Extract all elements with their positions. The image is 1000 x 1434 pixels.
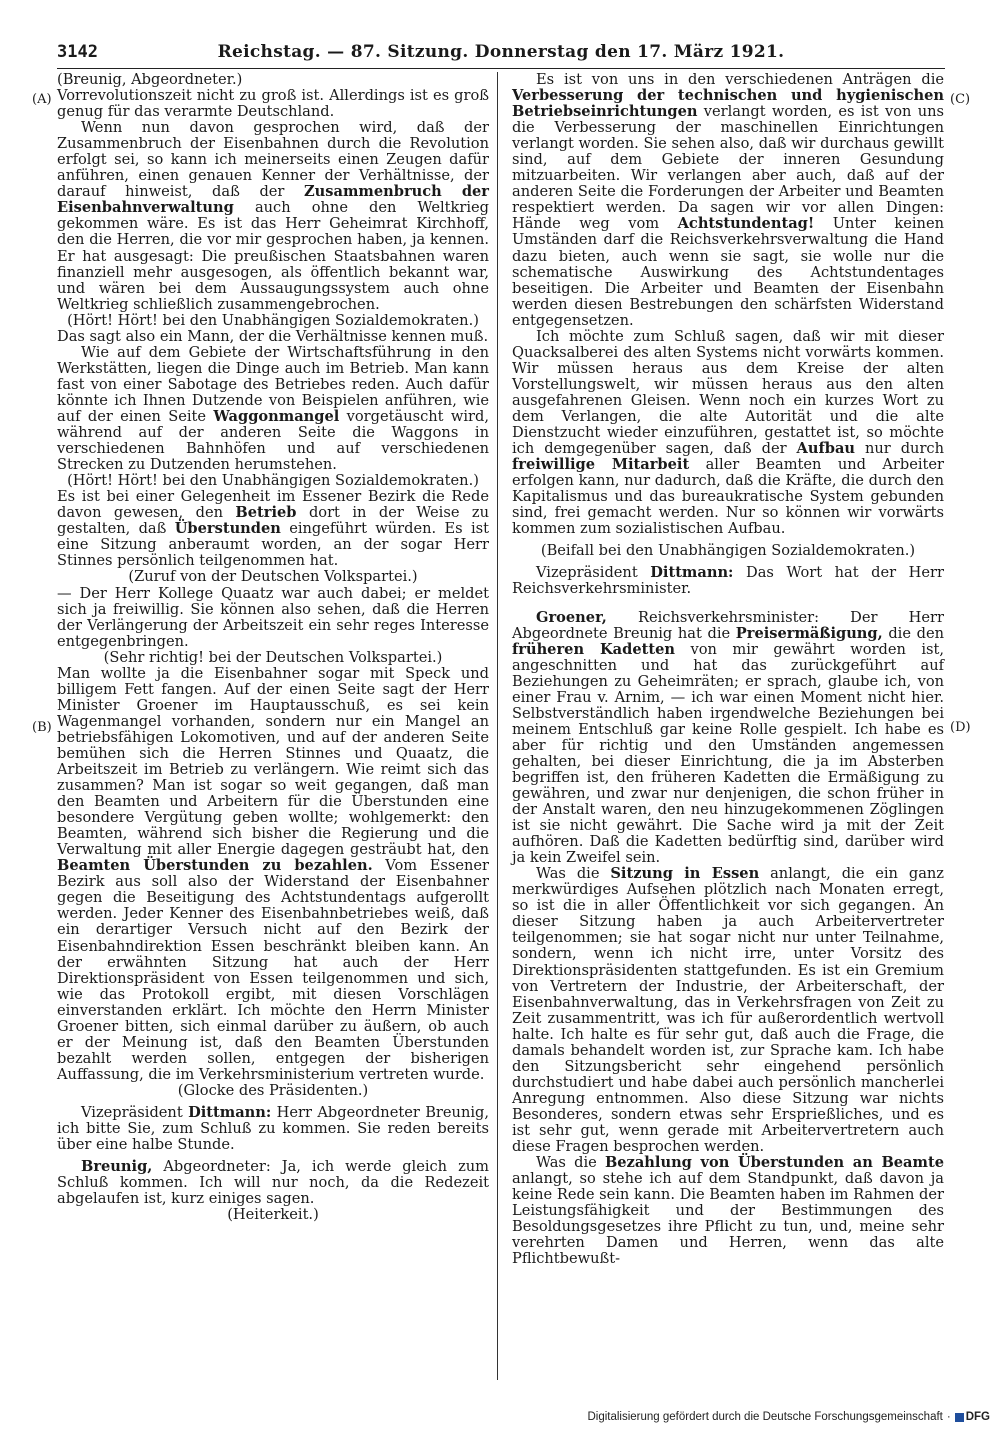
dfg-logo-icon xyxy=(955,1413,964,1422)
interjection: (Heiterkeit.) xyxy=(227,1206,319,1224)
paragraph: Vizepräsident Dittmann: Herr Abgeordneter Breunig, ich bitte Sie, zum Schluß zu kommen. Sie reden bereits über eine halbe Stunde. xyxy=(57,1104,489,1154)
paragraph: Was die Bezahlung von Überstunden an Beamte anlangt, so stehe ich auf dem Standpunkt, daß davon ja keine Rede sein kann. Die Beamten haben im Rahmen der Leistungsfähigkeit und der Bestimmungen des Besoldungsgesetzes ihre Pflicht zu tun, und, meine sehr verehrten Damen und Herren, wenn das alte Pflichtbewußt- xyxy=(512,1154,944,1268)
paragraph: Wie auf dem Gebiete der Wirtschaftsführung in den Werkstätten, liegen die Dinge auch im Betrieb. Man kann fast von einer Sabotage des Betriebes reden. Auch dafür könnte ich Ihnen Dutzende von Beispielen anführen, wie auf der einen Seite Waggonmangel vorgetäuscht wird, während auf der anderen Seite die Waggons in verschiedenen Bahnhöfen und auf verschiedenen Strecken zu Dutzenden herumstehen. xyxy=(57,343,489,474)
paragraph: Was die Sitzung in Essen anlangt, die ein ganz merkwürdiges Aufsehen plötzlich nach Monaten erregt, so ist die in aller Öffentlichkeit vor sich gegangen. An dieser Sitzung haben ja auch Arbeitervertreter teilgenommen; sie hat sogar nicht nur unter Teilnahme, sondern, wenn ich nicht irre, unter Vorsitz des Direktionspräsidenten stattgefunden. Es ist ein Gremium von Vertretern der Industrie, der Arbeiterschaft, der Eisenbahnverwaltung, das in Verkehrsfragen von Zeit zu Zeit zusammentritt, was ich für außerordentlich wertvoll halte. Ich halte es für sehr gut, daß auch die Frage, die damals behandelt worden ist, zur Sprache kam. Ich habe den Sitzungsbericht sehr eingehend persönlich durchstudiert und habe dabei auch persönlich mancherlei Anregung entnommen. Also diese Sitzung war nichts Besonderes, sondern etwas sehr Ersprießliches, und es ist sehr gut, wenn gerade mit Arbeitervertretern auch diese Fragen besprochen werden. xyxy=(512,865,944,1156)
dfg-logo: DFG xyxy=(955,1411,990,1423)
left-column xyxy=(57,72,489,1223)
paragraph: Das sagt also ein Mann, der die Verhältnisse kennen muß. xyxy=(57,327,489,345)
paragraph: Es ist von uns in den verschiedenen Anträgen die Verbesserung der technischen und hygienischen Betriebseinrichtungen verlangt worden, es ist von uns die Verbesserung der maschinellen Einrichtungen verlangt worden. Sie sehen also, daß wir durchaus gewillt sind, auf dem Gebiete der inneren Gesundung mitzuarbeiten. Wir verlangen aber auch, daß auf der anderen Seite die Forderungen der Arbeiter und Beamten respektiert werden. Da sagen wir vor allen Dingen: Hände weg vom Achtstundentag! Unter keinen Umständen darf die Reichsverkehrsverwaltung die Hand dazu bieten, auch wenn sie sagt, sie wolle nur die schematische Auswirkung des Achtstundentages beseitigen. Die Arbeiter und Beamten der Eisenbahn werden diesen Bestrebungen den schärfsten Widerstand entgegensetzen. xyxy=(512,71,944,329)
interjection: (Beifall bei den Unabhängigen Sozialdemokraten.) xyxy=(540,542,916,560)
speaker-reference: (Breunig, Abgeordneter.) xyxy=(57,71,243,88)
interjection: (Hört! Hört! bei den Unabhängigen Sozialdemokraten.) xyxy=(67,311,479,329)
margin-marker-b: (B) xyxy=(32,720,52,735)
column-divider xyxy=(497,72,498,1380)
paragraph: Ich möchte zum Schluß sagen, daß wir mit dieser Quacksalberei des alten Systems nicht vorwärts kommen. Wir müssen heraus aus dem Kreise der alten Vorstellungswelt, wir müssen heraus aus den alten ausgefahrenen Gleisen. Wenn noch ein kurzes Wort zu dem Verlangen, die alte Autorität und die alte Dienstzucht wieder einzuführen, gestattet ist, so möchte ich demgegenüber sagen, daß der Aufbau nur durch freiwillige Mitarbeit aller Beamten und Arbeiter erfolgen kann, nur dadurch, daß die Kräfte, die durch den Kapitalismus und das bureaukratische System gebunden sind, frei gemacht werden. Nur so können wir vorwärts kommen zum sozialistischen Aufbau. xyxy=(512,327,945,538)
interjection: (Zuruf von der Deutschen Volkspartei.) xyxy=(128,568,418,586)
interjection: (Glocke des Präsidenten.) xyxy=(177,1081,369,1099)
interjection: (Sehr richtig! bei der Deutschen Volkspartei.) xyxy=(103,648,443,666)
interjection: (Hört! Hört! bei den Unabhängigen Sozialdemokraten.) xyxy=(67,472,479,490)
paragraph: Vizepräsident Dittmann: Das Wort hat der Herr Reichsverkehrsminister. xyxy=(512,564,944,598)
paragraph: Vorrevolutionszeit nicht zu groß ist. Allerdings ist es groß genug für das verarmte Deutschland. xyxy=(57,87,489,121)
running-title: Reichstag. — 87. Sitzung. Donnerstag den 17. März 1921. xyxy=(217,42,785,62)
paragraph: — Der Herr Kollege Quaatz war auch dabei; er meldet sich ja freiwillig. Sie können also sehen, daß die Herren der Verlängerung der Arbeitszeit ein sehr reges Interesse entgegenbringen. xyxy=(57,584,489,650)
digitization-credit xyxy=(587,1411,990,1423)
paragraph: Es ist bei einer Gelegenheit im Essener Bezirk die Rede davon gewesen, den Betrieb dort in der Weise zu gestalten, daß Überstunden eingeführt würden. Es ist eine Sitzung anberaumt worden, an der sogar Herr Stinnes persönlich teilgenommen hat. xyxy=(57,488,489,570)
paragraph: Man wollte ja die Eisenbahner sogar mit Speck und billigem Fett fangen. Auf der einen Seite sagt der Herr Minister Groener im Hauptausschuß, es sei kein Wagenmangel vorhanden, sondern nur ein Mangel an betriebsfähigen Lokomotiven, und auf der anderen Seite bemühen sich die Herren Stinnes und Quaatz, die Arbeitszeit im Betrieb zu verlängern. Wie reimt sich das zusammen? Man ist sogar so weit gegangen, daß man den Beamten und Arbeitern für die Überstunden eine besondere Vergütung geben wollte; wohlgemerkt: den Beamten, während sich bisher die Regierung und die Verwaltung mit aller Energie dagegen gesträubt hat, den Beamten Überstunden zu bezahlen. Vom Essener Bezirk aus soll also der Widerstand der Eisenbahner gegen die Beseitigung des Achtstundentags aufgerollt werden. Jeder Kenner des Eisenbahnbetriebes weiß, daß ein derartiger Versuch nicht auf den Bezirk der Eisenbahndirektion Essen beschränkt bleiben kann. An der erwähnten Sitzung hat auch der Herr Direktionspräsident von Essen teilgenommen und sich, wie das Protokoll ergibt, mit diesen Vorschlägen einverstanden erklärt. Ich möchte den Herrn Minister Groener bitten, sich einmal darüber zu äußern, ob auch er der Meinung ist, daß den Beamten Überstunden bezahlt werden sollen, entgegen der bisherigen Auffassung, die im Verkehrsministerium vertreten wurde. xyxy=(57,664,489,1083)
page-number: 3142 xyxy=(57,42,98,62)
margin-marker-d: (D) xyxy=(950,720,971,735)
separator: · xyxy=(946,1411,951,1423)
paragraph: Breunig, Abgeordneter: Ja, ich werde gleich zum Schluß kommen. Ich will nur noch, da die Redezeit abgelaufen ist, kurz einiges sagen. xyxy=(57,1158,489,1208)
paragraph: Wenn nun davon gesprochen wird, daß der Zusammenbruch der Eisenbahnen durch die Revolution erfolgt sei, so kann ich meinerseits einen Zeugen dafür anführen, einen genauen Kenner der Verhältnisse, der darauf hinweist, daß der Zusammenbruch der Eisenbahnverwaltung auch ohne den Weltkrieg gekommen wäre. Es ist das Herr Geheimrat Kirchhoff, den die Herren, die vor mir gesprochen haben, ja kennen. Er hat ausgesagt: Die preußischen Staatsbahnen waren finanziell mehr ausgesogen, als öffentlich bekannt war, und wären bei dem Aussaugungssystem auch ohne Weltkrieg schließlich zusammengebrochen. xyxy=(57,119,489,313)
right-column xyxy=(512,72,944,1267)
page-header xyxy=(57,40,945,69)
margin-marker-a: (A) xyxy=(32,92,52,107)
margin-marker-c: (C) xyxy=(950,92,971,107)
credit-text: Digitalisierung gefördert durch die Deutsche Forschungsgemeinschaft xyxy=(587,1411,943,1423)
paragraph: Groener, Reichsverkehrsminister: Der Herr Abgeordnete Breunig hat die Preisermäßigung, die den früheren Kadetten von mir gewährt worden ist, angeschnitten und hat das zurückgeführt auf Beziehungen zu Geheimräten; er sprach, glaube ich, von einer Frau v. Arnim, — ich war einen Moment nicht hier. Selbstverständlich haben irgendwelche Beziehungen bei meinem Entschluß gar keine Rolle gespielt. Ich habe es aber für richtig und den Umständen angemessen gehalten, bei dieser Einrichtung, die ja im Absterben begriffen ist, den früheren Kadetten die Ermäßigung zu gewähren, und zwar nur denjenigen, die schon früher in der Anstalt waren, den neu hinzugekommenen Zöglingen ist sie nicht gewährt. Die Sache wird ja mit der Zeit aufhören. Daß die Kadetten bedürftig sind, darüber wird ja kein Zweifel sein. xyxy=(512,608,944,867)
